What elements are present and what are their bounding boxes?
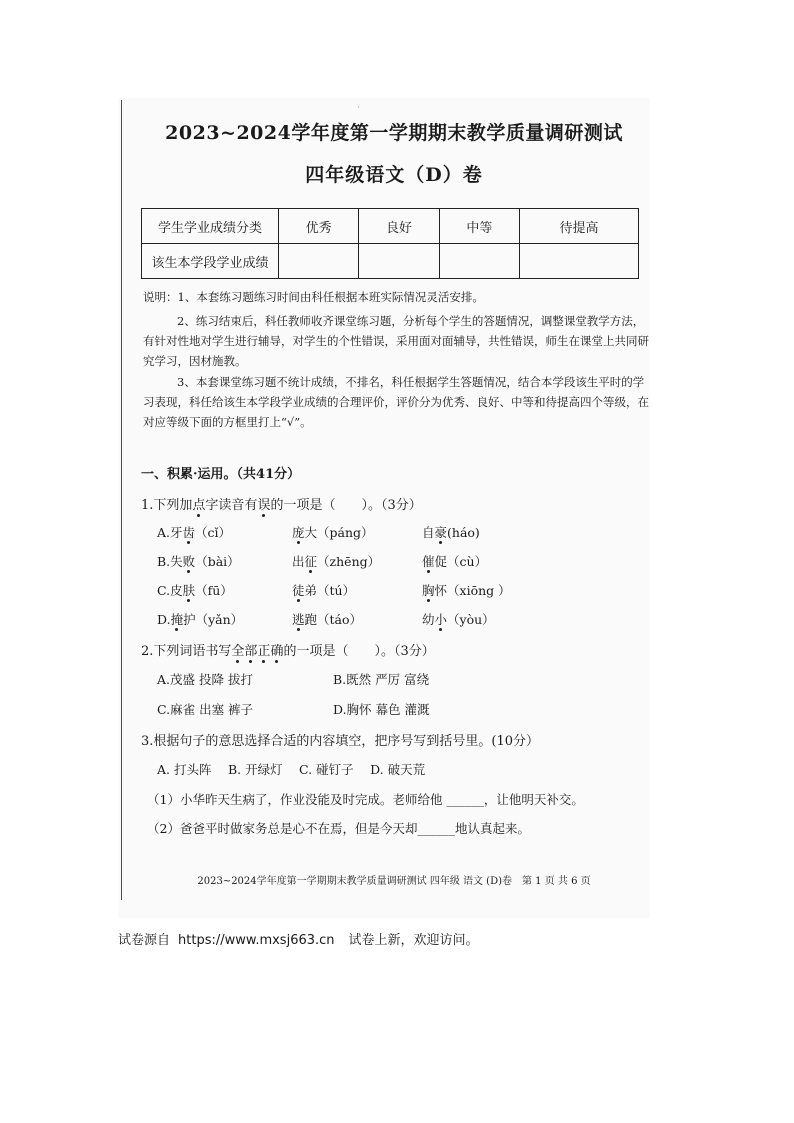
section-heading: 一、积累·运用。（共41分） bbox=[141, 467, 301, 482]
q3-sentence-1: （1）小华昨天生病了，作业没能及时完成。老师给他 ______，让他明天补交。 bbox=[147, 792, 584, 807]
binding-line bbox=[121, 100, 122, 900]
q1-option-b3: 催促（cù） bbox=[422, 554, 488, 569]
question-3-stem: 3.根据句子的意思选择合适的内容填空，把序号写到括号里。(10分） bbox=[141, 734, 540, 749]
q2-option-a: A.茂盛 投降 拔打 bbox=[157, 672, 253, 687]
q1-option-d1: D.掩护（yǎn） bbox=[157, 612, 244, 627]
q1-option-c1: C.皮肤（fū） bbox=[157, 583, 233, 598]
source-link[interactable]: https://www.mxsj663.cn bbox=[178, 933, 335, 948]
q2-option-d: D.胸怀 幕色 灌溉 bbox=[333, 702, 430, 717]
page-footer: 2023~2024学年度第一学期期末教学质量调研测试 四年级 语文 (D)卷 第 1 页 共 6 页 bbox=[197, 876, 591, 887]
grade-excellent: 优秀 bbox=[279, 209, 359, 244]
q1-option-d3: 幼小（yòu） bbox=[422, 612, 495, 627]
note-1: 说明：1、本套练习题练习时间由科任根据本班实际情况灵活安排。 bbox=[143, 290, 484, 304]
grade-category-label: 学生学业成绩分类 bbox=[142, 209, 279, 244]
grade-medium: 中等 bbox=[439, 209, 519, 244]
q1-option-b2: 出征（zhēng） bbox=[292, 554, 381, 569]
question-1-stem: 1.下列加点字读音有误的一项是（ ）。（3分） bbox=[141, 498, 422, 513]
q1-option-c2: 徒弟（tú） bbox=[292, 583, 356, 598]
note-3: 3、本套课堂练习题不统计成绩，不排名，科任根据学生答题情况，结合本学段该生平时的学习表现，科任给该生本学段学业成绩的合理评价，评价分为优秀、良好、中等和待提高四个等级，在对应等级下面的方框里打上“√”。 bbox=[143, 375, 649, 429]
grade-table-header-row bbox=[142, 209, 639, 244]
q3-choices: A. 打头阵 B. 开绿灯 C. 碰钉子 D. 破天荒 bbox=[157, 762, 426, 777]
grade-box-improve[interactable] bbox=[519, 244, 638, 279]
grade-box-good[interactable] bbox=[359, 244, 439, 279]
q1-option-c3: 胸怀（xiōng ） bbox=[422, 583, 511, 598]
exam-subtitle: 四年级语文（D）卷 bbox=[305, 164, 483, 186]
question-2-stem: 2.下列词语书写全部正确的一项是（ ）。（3分） bbox=[141, 644, 435, 659]
source-line bbox=[118, 929, 479, 948]
q3-sentence-2: （2）爸爸平时做家务总是心不在焉，但是今天却______地认真起来。 bbox=[147, 821, 530, 836]
source-label: 试卷源自 bbox=[118, 933, 171, 948]
grade-box-medium[interactable] bbox=[439, 244, 519, 279]
q2-option-b: B.既然 严厉 富绕 bbox=[333, 672, 430, 687]
scan-mark: ' bbox=[358, 106, 360, 113]
source-message: 试卷上新，欢迎访问。 bbox=[348, 933, 479, 948]
grade-improve: 待提高 bbox=[519, 209, 638, 244]
grade-table bbox=[141, 208, 639, 279]
q1-option-b1: B.失败（bài） bbox=[157, 554, 240, 569]
q1-option-a1: A.牙齿（cǐ） bbox=[157, 525, 232, 540]
note-2: 2、练习结束后，科任教师收齐课堂练习题，分析每个学生的答题情况，调整课堂教学方法，有针对性地对学生进行辅导，对学生的个性错误，采用面对面辅导，共性错误，师生在课堂上共同研究学习，因材施教。 bbox=[143, 314, 649, 368]
grade-box-excellent[interactable] bbox=[279, 244, 359, 279]
grade-result-label: 该生本学段学业成绩 bbox=[142, 244, 279, 279]
grade-table-result-row bbox=[142, 244, 639, 279]
q1-option-a2: 庞大（páng） bbox=[292, 525, 374, 540]
q2-option-c: C.麻雀 出塞 裤子 bbox=[157, 702, 254, 717]
exam-title: 2023~2024学年度第一学期期末教学质量调研测试 bbox=[165, 122, 623, 144]
grade-good: 良好 bbox=[359, 209, 439, 244]
q1-option-d2: 逃跑（táo） bbox=[292, 612, 363, 627]
q1-option-a3: 自豪(háo) bbox=[422, 525, 480, 540]
